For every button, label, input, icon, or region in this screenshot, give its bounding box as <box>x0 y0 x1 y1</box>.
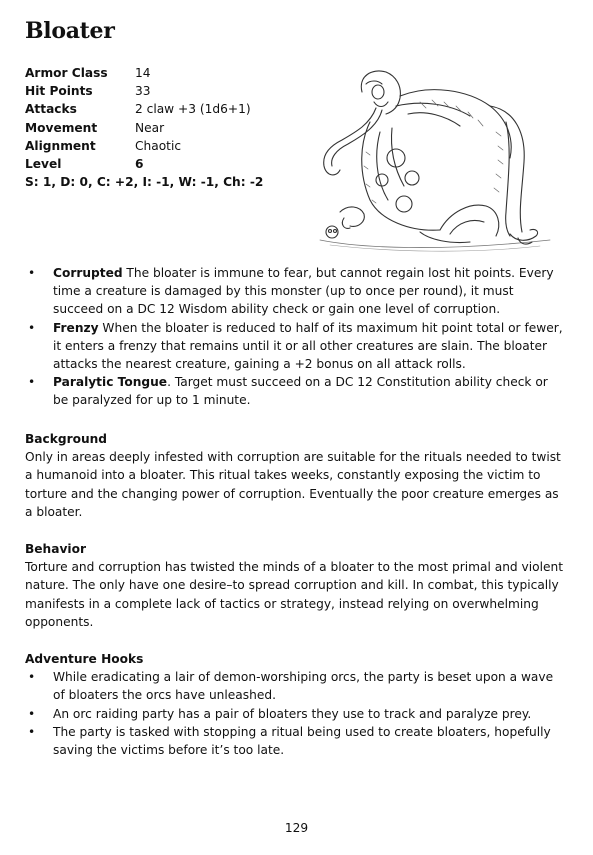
adventure-hooks-section <box>25 650 565 759</box>
trait-name: Frenzy <box>53 320 99 335</box>
stat-level <box>25 155 263 173</box>
section-heading: Adventure Hooks <box>25 652 144 666</box>
trait-text: When the bloater is reduced to half of its maximum hit point total or fewer, it enters a frenzy that remains until it or all other creatures are slain. The bloater attacks the nearest creature, gaining a +2 bonus on all attack rolls. <box>53 320 563 372</box>
list-item: • The party is tasked with stopping a ritual being used to create bloaters, hopefully saving the victims before it’s too late. <box>25 723 565 759</box>
stat-movement <box>25 119 263 137</box>
stat-value: 33 <box>135 84 151 99</box>
stat-armor-class <box>25 64 263 82</box>
trait-name: Paralytic Tongue <box>53 375 168 390</box>
stat-label: Level <box>25 157 62 172</box>
trait-text: . Target must succeed on a DC 12 Constitution ability check or be paralyzed for up to 1 minute. <box>53 375 548 408</box>
hooks-list <box>25 668 565 759</box>
stat-attacks <box>25 100 263 118</box>
list-item <box>25 264 565 319</box>
list-item: • While eradicating a lair of demon-worshiping orcs, the party is beset upon a wave of bloaters the orcs have unleashed. <box>25 668 565 704</box>
traits-list <box>25 264 565 410</box>
stat-value: 6 <box>135 157 144 172</box>
page-number: 129 <box>284 821 309 835</box>
stat-hit-points <box>25 82 263 100</box>
ability-scores: S: 1, D: 0, C: +2, I: -1, W: -1, Ch: -2 <box>25 175 264 190</box>
trait-text: The bloater is immune to fear, but cannot regain lost hit points. Every time a creature is damaged by this monster (up to once per round), it must succeed on a DC 12 Wisdom ability check or gain one level of corruption. <box>53 266 554 317</box>
stat-label: Movement <box>25 120 98 135</box>
section-heading: Behavior <box>25 542 86 556</box>
stat-value: 2 claw +3 (1d6+1) <box>135 102 251 117</box>
stat-label: Alignment <box>25 138 96 153</box>
stat-value: Near <box>135 120 165 135</box>
list-item: • An orc raiding party has a pair of bloaters they use to track and paralyze prey. <box>25 705 565 723</box>
trait-name: Corrupted <box>53 266 123 280</box>
stat-label: Attacks <box>25 102 77 117</box>
stat-value: 14 <box>135 66 151 80</box>
stat-label: Hit Points <box>25 84 93 99</box>
behavior-section <box>25 540 565 631</box>
section-heading: Background <box>25 432 108 446</box>
stat-block <box>25 64 263 191</box>
bloater-monster-illustration-icon <box>300 62 555 254</box>
list-item <box>25 319 565 374</box>
page-title: Bloater <box>25 18 115 44</box>
stat-alignment <box>25 137 263 155</box>
stat-label: Armor Class <box>25 66 108 80</box>
section-text: Torture and corruption has twisted the minds of a bloater to the most primal and violent nature. The only have one desire–to spread corruption and kill. In combat, this typically manifests in a complete lack of tactics or strategy, instead relying on overwhelming opponents. <box>25 560 563 629</box>
stat-value: Chaotic <box>135 138 182 153</box>
list-item <box>25 373 565 409</box>
background-section <box>25 430 565 521</box>
section-text: Only in areas deeply infested with corruption are suitable for the rituals needed to twist a humanoid into a bloater. This ritual takes weeks, constantly exposing the victim to torture and the changing power of corruption. Eventually the poor creature emerges as a bloater. <box>25 450 561 519</box>
